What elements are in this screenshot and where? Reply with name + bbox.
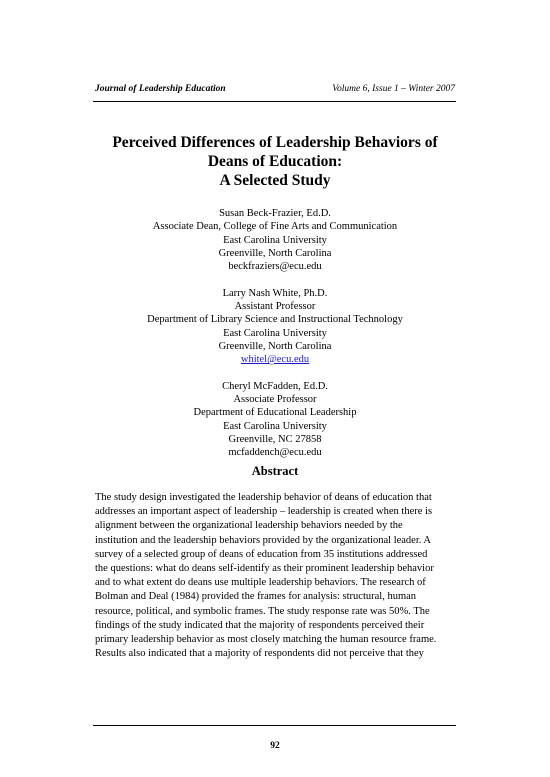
author-institution: East Carolina University: [223, 420, 327, 432]
author-name: Larry Nash White, Ph.D.: [222, 287, 328, 299]
abstract-body: [95, 491, 465, 661]
paper-title: [60, 133, 490, 190]
author-institution: East Carolina University: [223, 327, 327, 339]
abstract-line: Bolman and Deal (1984) provided the frames for analysis: structural, human: [95, 591, 417, 603]
abstract-line: addresses an important aspect of leadership – leadership is created when there is: [95, 506, 433, 518]
author-block: [60, 287, 490, 367]
abstract-line: survey of a selected group of deans of education from 35 institutions addressed: [95, 548, 428, 560]
abstract-line: primary leadership behavior as most closely matching the human resource frame.: [95, 634, 437, 646]
abstract-line: and to what extent do deans use multiple leadership behaviors. The research of: [95, 577, 426, 589]
author-email: beckfraziers@ecu.edu: [228, 261, 322, 273]
abstract-line: Results also indicated that a majority of respondents did not perceive that they: [95, 648, 424, 660]
author-location: Greenville, North Carolina: [218, 340, 332, 352]
running-header: [95, 84, 455, 94]
volume-issue: Volume 6, Issue 1 – Winter 2007: [332, 84, 455, 94]
author-institution: East Carolina University: [223, 234, 327, 246]
author-location: Greenville, NC 27858: [228, 434, 322, 446]
title-line: A Selected Study: [219, 172, 331, 189]
abstract-line: the questions: what do deans self-identify as their prominent leadership behavior: [95, 563, 434, 575]
author-title: Associate Dean, College of Fine Arts and Communication: [152, 221, 398, 233]
author-title: Assistant Professor: [234, 301, 316, 313]
author-department: Department of Educational Leadership: [193, 407, 357, 419]
title-line: Perceived Differences of Leadership Behaviors of: [112, 134, 438, 151]
title-line: Deans of Education:: [207, 153, 343, 170]
author-block: [60, 380, 490, 460]
author-title: Associate Professor: [233, 394, 317, 406]
abstract-line: findings of the study indicated that the majority of respondents perceived their: [95, 619, 425, 631]
page-number: 92: [270, 741, 280, 751]
author-department: Department of Library Science and Instructional Technology: [147, 314, 403, 326]
author-location: Greenville, North Carolina: [218, 247, 332, 259]
abstract-line: resource, political, and symbolic frames. The study response rate was 50%. The: [95, 605, 430, 617]
author-list: [60, 207, 490, 473]
footer-divider: [93, 725, 456, 726]
header-divider: [93, 101, 456, 102]
author-name: Susan Beck-Frazier, Ed.D.: [219, 208, 331, 219]
author-email-link[interactable]: whitel@ecu.edu: [240, 354, 310, 366]
journal-name: Journal of Leadership Education: [95, 84, 226, 94]
author-name: Cheryl McFadden, Ed.D.: [222, 380, 328, 392]
author-block: [60, 207, 490, 273]
abstract-heading: Abstract: [251, 464, 299, 478]
abstract-line: alignment between the organizational leadership behaviors needed by the: [95, 520, 403, 532]
abstract-line: The study design investigated the leadership behavior of deans of education that: [95, 492, 432, 503]
author-email: mcfaddench@ecu.edu: [228, 447, 322, 459]
abstract-line: institution and the leadership behaviors provided by the organizational leader. A: [95, 534, 432, 546]
